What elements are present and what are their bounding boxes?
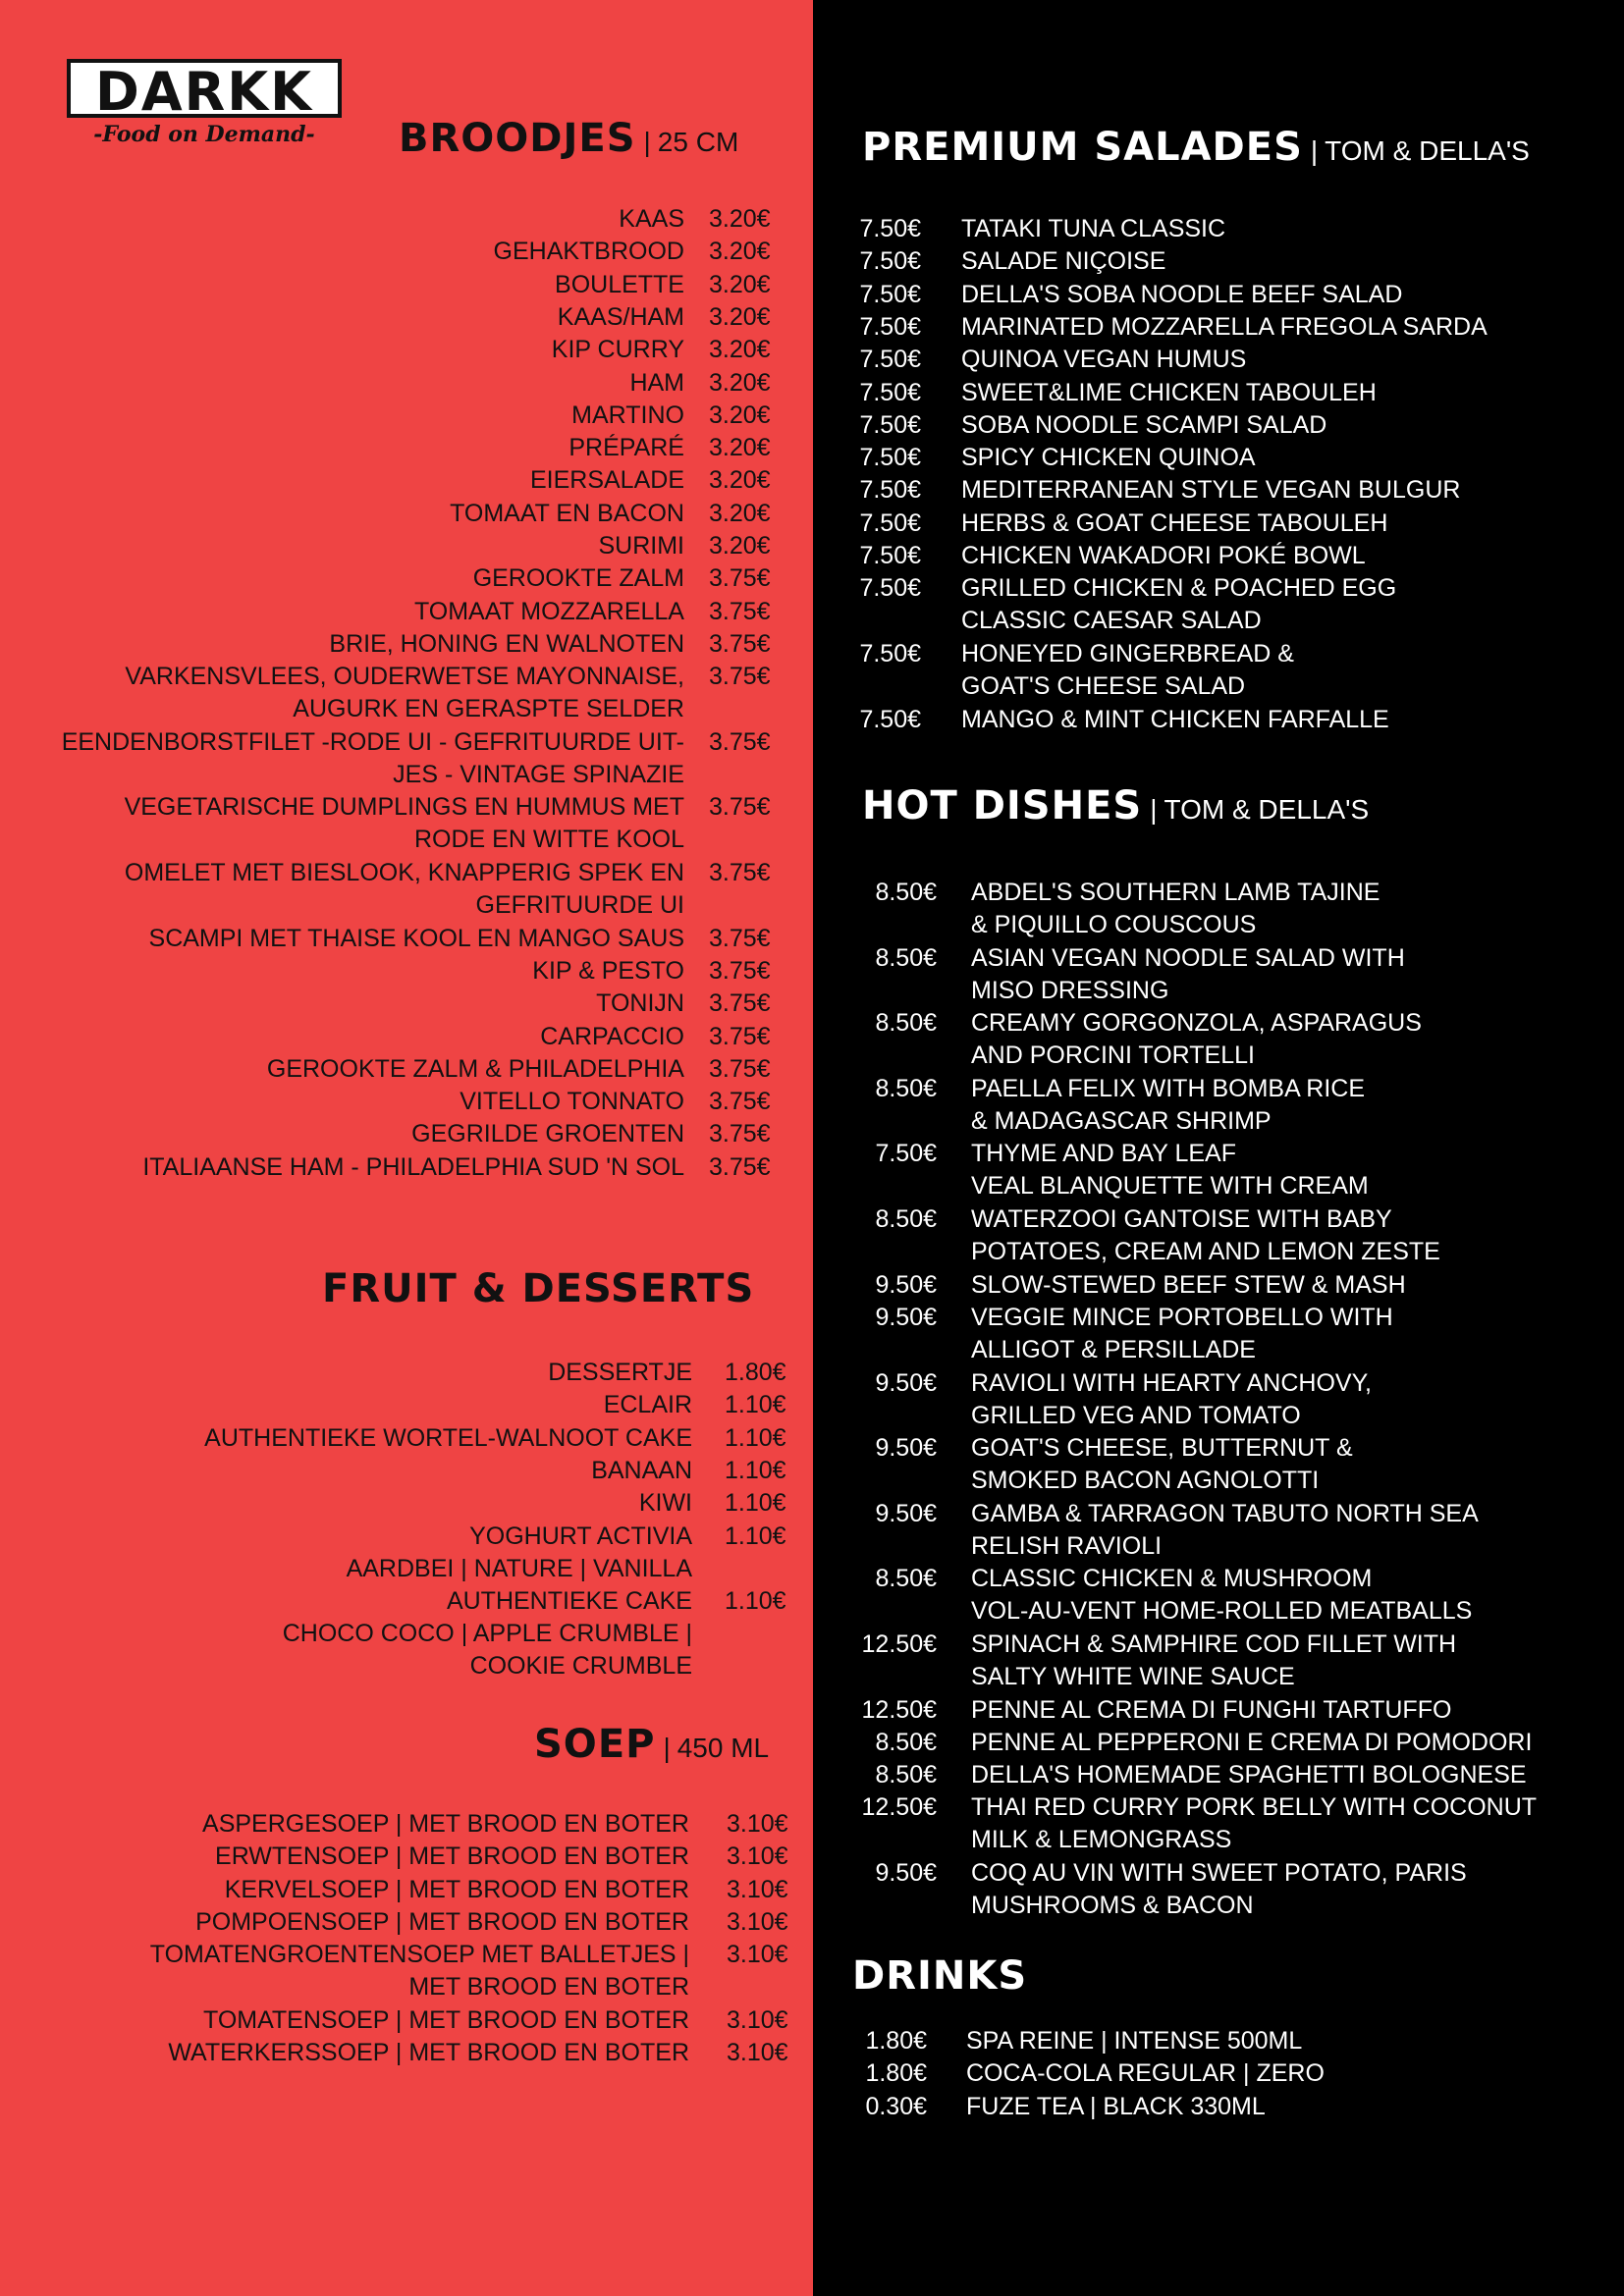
item-price: 3.10€ <box>727 1907 788 1936</box>
item-name: POMPOENSOEP | MET BROOD EN BOTER <box>195 1907 689 1936</box>
item-price: 7.50€ <box>859 574 921 603</box>
item-price: 3.75€ <box>709 1152 771 1181</box>
item-name: SALADE NIÇOISE <box>961 247 1166 276</box>
item-price: 0.30€ <box>865 2092 927 2120</box>
item-name: RAVIOLI WITH HEARTY ANCHOVY, GRILLED VEG AND TOMATO <box>971 1368 1372 1429</box>
item-price: 3.75€ <box>709 793 771 822</box>
item-price: 9.50€ <box>875 1270 937 1299</box>
item-name: GEGRILDE GROENTEN <box>411 1120 684 1148</box>
item-price: 3.75€ <box>709 597 771 625</box>
item-price: 9.50€ <box>875 1434 937 1463</box>
item-price: 3.75€ <box>709 989 771 1018</box>
item-name: TATAKI TUNA CLASSIC <box>961 215 1226 242</box>
item-name: GAMBA & TARRAGON TABUTO NORTH SEA RELISH RAVIOLI <box>971 1499 1479 1560</box>
heading-separator: | <box>663 1733 672 1763</box>
item-name: CARPACCIO <box>540 1022 684 1050</box>
item-price: 8.50€ <box>875 1205 937 1233</box>
broodjes-heading <box>399 116 738 161</box>
item-name: CHICKEN WAKADORI POKÉ BOWL <box>961 542 1366 569</box>
item-name: SPICY CHICKEN QUINOA <box>961 444 1256 472</box>
item-price: 3.20€ <box>709 368 771 397</box>
item-price: 3.20€ <box>709 499 771 527</box>
item-price: 7.50€ <box>859 508 921 537</box>
item-price: 3.10€ <box>727 2005 788 2034</box>
item-name: HAM <box>629 368 684 397</box>
item-name: SOBA NOODLE SCAMPI SALAD <box>961 410 1327 439</box>
heading-separator: | <box>1310 135 1320 166</box>
item-price: 3.20€ <box>709 205 771 233</box>
soep-title: SOEP <box>534 1722 656 1767</box>
item-price: 3.75€ <box>709 1088 771 1116</box>
item-name: CLASSIC CHICKEN & MUSHROOM VOL-AU-VENT HOME-ROLLED MEATBALLS <box>971 1565 1473 1626</box>
item-price: 3.75€ <box>709 859 771 886</box>
item-price: 12.50€ <box>861 1793 937 1822</box>
item-name: WATERZOOI GANTOISE WITH BABY POTATOES, CREAM AND LEMON ZESTE <box>971 1205 1440 1265</box>
hot-title: HOT DISHES <box>862 783 1143 828</box>
item-price: 7.50€ <box>859 476 921 505</box>
item-price: 12.50€ <box>861 1629 937 1658</box>
item-name: SCAMPI MET THAISE KOOL EN MANGO SAUS <box>148 924 684 952</box>
item-name: VITELLO TONNATO <box>460 1088 684 1116</box>
item-price: 3.10€ <box>727 1941 788 1969</box>
hot-subtitle: TOM & DELLA'S <box>1164 794 1370 825</box>
broodjes-subtitle: 25 CM <box>657 127 739 157</box>
item-name: SPA REINE | INTENSE 500ML <box>966 2027 1303 2055</box>
item-name: HERBS & GOAT CHEESE TABOULEH <box>961 508 1388 537</box>
item-price: 9.50€ <box>875 1499 937 1527</box>
right-panel <box>813 0 1624 2296</box>
item-price: 1.80€ <box>865 2027 927 2055</box>
desserts-heading <box>322 1266 754 1311</box>
item-name: WATERKERSSOEP | MET BROOD EN BOTER <box>168 2039 689 2067</box>
item-price: 7.50€ <box>859 639 921 667</box>
item-price: 1.10€ <box>725 1423 786 1452</box>
item-price: 8.50€ <box>875 943 937 972</box>
item-price: 3.75€ <box>709 629 771 658</box>
item-name: AUTHENTIEKE CAKE CHOCO COCO | APPLE CRUMBLE | COOKIE CRUMBLE <box>282 1587 692 1681</box>
item-price: 8.50€ <box>875 1009 937 1038</box>
item-name: ASIAN VEGAN NOODLE SALAD WITH MISO DRESSING <box>971 943 1405 1004</box>
item-name: ASPERGESOEP | MET BROOD EN BOTER <box>202 1810 689 1838</box>
item-price: 7.50€ <box>859 410 921 439</box>
item-price: 1.10€ <box>725 1489 786 1518</box>
item-name: GRILLED CHICKEN & POACHED EGG CLASSIC CAESAR SALAD <box>961 574 1397 635</box>
item-price: 9.50€ <box>875 1368 937 1397</box>
item-price: 3.20€ <box>709 302 771 331</box>
item-name: COCA-COLA REGULAR | ZERO <box>966 2059 1325 2088</box>
salades-heading <box>862 125 1530 170</box>
item-name: VEGETARISCHE DUMPLINGS EN HUMMUS MET RODE EN WITTE KOOL <box>124 793 684 854</box>
item-name: KIP & PESTO <box>532 956 684 985</box>
broodjes-title: BROODJES <box>399 116 636 161</box>
item-name: SWEET&LIME CHICKEN TABOULEH <box>961 378 1377 406</box>
item-name: EENDENBORSTFILET -RODE UI - GEFRITUURDE UIT- JES - VINTAGE SPINAZIE <box>61 727 684 788</box>
item-name: BANAAN <box>591 1456 692 1484</box>
item-name: MARTINO <box>571 400 684 429</box>
item-price: 3.75€ <box>709 663 771 691</box>
item-name: KAAS <box>619 205 684 233</box>
item-name: SURIMI <box>598 532 684 560</box>
item-name: TOMATENGROENTENSOEP MET BALLETJES | MET BROOD EN BOTER <box>149 1941 689 2002</box>
item-name: GEROOKTE ZALM & PHILADELPHIA <box>266 1054 684 1083</box>
item-price: 3.75€ <box>709 1022 771 1050</box>
item-name: MANGO & MINT CHICKEN FARFALLE <box>961 705 1389 733</box>
item-name: ITALIAANSE HAM - PHILADELPHIA SUD 'N SOL <box>142 1152 684 1181</box>
item-price: 7.50€ <box>859 312 921 341</box>
item-price: 8.50€ <box>875 879 937 906</box>
item-price: 3.75€ <box>709 924 771 952</box>
item-name: KERVELSOEP | MET BROOD EN BOTER <box>224 1875 689 1903</box>
salades-title: PREMIUM SALADES <box>862 125 1303 170</box>
item-name: SPINACH & SAMPHIRE COD FILLET WITH SALTY WHITE WINE SAUCE <box>971 1629 1457 1690</box>
item-name: ECLAIR <box>603 1391 692 1419</box>
item-price: 7.50€ <box>859 705 921 733</box>
item-name: PAELLA FELIX WITH BOMBA RICE & MADAGASCAR SHRIMP <box>971 1074 1366 1135</box>
heading-separator: | <box>643 127 652 157</box>
item-price: 9.50€ <box>875 1859 937 1887</box>
item-price: 3.75€ <box>709 727 771 756</box>
item-price: 3.20€ <box>709 336 771 364</box>
soep-heading <box>534 1722 769 1767</box>
item-name: GOAT'S CHEESE, BUTTERNUT & SMOKED BACON AGNOLOTTI <box>971 1434 1353 1495</box>
item-price: 1.10€ <box>725 1522 786 1550</box>
item-name: COQ AU VIN WITH SWEET POTATO, PARIS MUSHROOMS & BACON <box>971 1859 1467 1919</box>
drinks-heading <box>852 1953 1027 1999</box>
item-price: 3.20€ <box>709 434 771 462</box>
item-price: 3.20€ <box>709 270 771 298</box>
item-name: THYME AND BAY LEAF VEAL BLANQUETTE WITH CREAM <box>971 1140 1369 1201</box>
soep-subtitle: 450 ML <box>677 1733 770 1763</box>
heading-separator: | <box>1150 794 1159 825</box>
item-name: KAAS/HAM <box>557 302 684 331</box>
item-name: ERWTENSOEP | MET BROOD EN BOTER <box>215 1842 689 1871</box>
item-name: EIERSALADE <box>529 466 684 495</box>
item-price: 3.20€ <box>709 238 771 266</box>
item-name: VARKENSVLEES, OUDERWETSE MAYONNAISE, AUGURK EN GERASPTE SELDER <box>125 663 684 723</box>
item-price: 1.80€ <box>725 1359 786 1386</box>
item-price: 8.50€ <box>875 1565 937 1593</box>
logo-tagline: -Food on Demand- <box>93 122 315 147</box>
salades-subtitle: TOM & DELLA'S <box>1325 135 1530 166</box>
item-name: VEGGIE MINCE PORTOBELLO WITH ALLIGOT & PERSILLADE <box>971 1303 1393 1363</box>
item-price: 1.10€ <box>725 1587 786 1616</box>
item-name: AUTHENTIEKE WORTEL-WALNOOT CAKE <box>204 1423 692 1452</box>
item-price: 7.50€ <box>859 444 921 472</box>
hot-heading <box>862 783 1369 828</box>
item-name: GEROOKTE ZALM <box>472 564 684 593</box>
item-price: 7.50€ <box>859 346 921 374</box>
drinks-title: DRINKS <box>852 1953 1028 1999</box>
item-price: 3.10€ <box>727 1810 788 1838</box>
item-name: DELLA'S SOBA NOODLE BEEF SALAD <box>961 280 1403 308</box>
item-name: FUZE TEA | BLACK 330ML <box>966 2092 1266 2120</box>
item-name: TONIJN <box>596 989 684 1018</box>
item-price: 3.10€ <box>727 2039 788 2067</box>
item-name: SLOW-STEWED BEEF STEW & MASH <box>971 1270 1406 1299</box>
item-name: BRIE, HONING EN WALNOTEN <box>329 629 684 658</box>
item-price: 7.50€ <box>859 542 921 569</box>
item-name: GEHAKTBROOD <box>493 238 684 266</box>
item-price: 3.75€ <box>709 956 771 985</box>
item-name: QUINOA VEGAN HUMUS <box>961 346 1247 374</box>
item-name: PENNE AL PEPPERONI E CREMA DI POMODORI <box>971 1728 1533 1756</box>
item-name: KIP CURRY <box>551 336 684 364</box>
item-name: DELLA'S HOMEMADE SPAGHETTI BOLOGNESE <box>971 1761 1527 1789</box>
item-price: 8.50€ <box>875 1074 937 1102</box>
item-name: CREAMY GORGONZOLA, ASPARAGUS AND PORCINI TORTELLI <box>971 1009 1422 1070</box>
desserts-title: FRUIT & DESSERTS <box>322 1266 755 1311</box>
item-price: 1.80€ <box>865 2059 927 2088</box>
item-name: OMELET MET BIESLOOK, KNAPPERIG SPEK EN GEFRITUURDE UI <box>124 859 684 919</box>
item-price: 3.75€ <box>709 1054 771 1083</box>
item-name: MARINATED MOZZARELLA FREGOLA SARDA <box>961 312 1488 341</box>
item-price: 7.50€ <box>859 280 921 308</box>
item-price: 7.50€ <box>875 1140 937 1168</box>
item-name: PENNE AL CREMA DI FUNGHI TARTUFFO <box>971 1695 1452 1724</box>
item-price: 1.10€ <box>725 1391 786 1419</box>
item-name: DESSERTJE <box>548 1359 692 1386</box>
logo <box>67 59 342 147</box>
item-price: 9.50€ <box>875 1303 937 1331</box>
item-name: MEDITERRANEAN STYLE VEGAN BULGUR <box>961 476 1461 505</box>
item-price: 3.75€ <box>709 1120 771 1148</box>
logo-wordmark: DARKK <box>67 59 342 118</box>
item-price: 3.20€ <box>709 400 771 429</box>
item-name: ABDEL'S SOUTHERN LAMB TAJINE & PIQUILLO COUSCOUS <box>971 879 1380 938</box>
item-price: 3.10€ <box>727 1875 788 1903</box>
item-name: YOGHURT ACTIVIA AARDBEI | NATURE | VANILLA <box>346 1522 692 1582</box>
item-name: HONEYED GINGERBREAD & GOAT'S CHEESE SALAD <box>961 639 1294 700</box>
item-price: 7.50€ <box>859 247 921 276</box>
item-price: 3.75€ <box>709 564 771 593</box>
item-name: TOMATENSOEP | MET BROOD EN BOTER <box>203 2005 689 2034</box>
item-price: 8.50€ <box>875 1728 937 1756</box>
item-price: 3.20€ <box>709 466 771 495</box>
item-name: TOMAAT EN BACON <box>450 499 684 527</box>
item-name: THAI RED CURRY PORK BELLY WITH COCONUT MILK & LEMONGRASS <box>971 1793 1538 1854</box>
item-price: 7.50€ <box>859 378 921 406</box>
item-price: 12.50€ <box>861 1695 937 1724</box>
item-price: 3.10€ <box>727 1842 788 1871</box>
item-name: TOMAAT MOZZARELLA <box>413 597 684 625</box>
item-price: 1.10€ <box>725 1456 786 1484</box>
item-name: PRÉPARÉ <box>568 434 684 462</box>
item-price: 7.50€ <box>859 215 921 242</box>
item-price: 3.20€ <box>709 532 771 560</box>
item-name: BOULETTE <box>555 270 684 298</box>
item-name: KIWI <box>638 1489 692 1518</box>
item-price: 8.50€ <box>875 1761 937 1789</box>
